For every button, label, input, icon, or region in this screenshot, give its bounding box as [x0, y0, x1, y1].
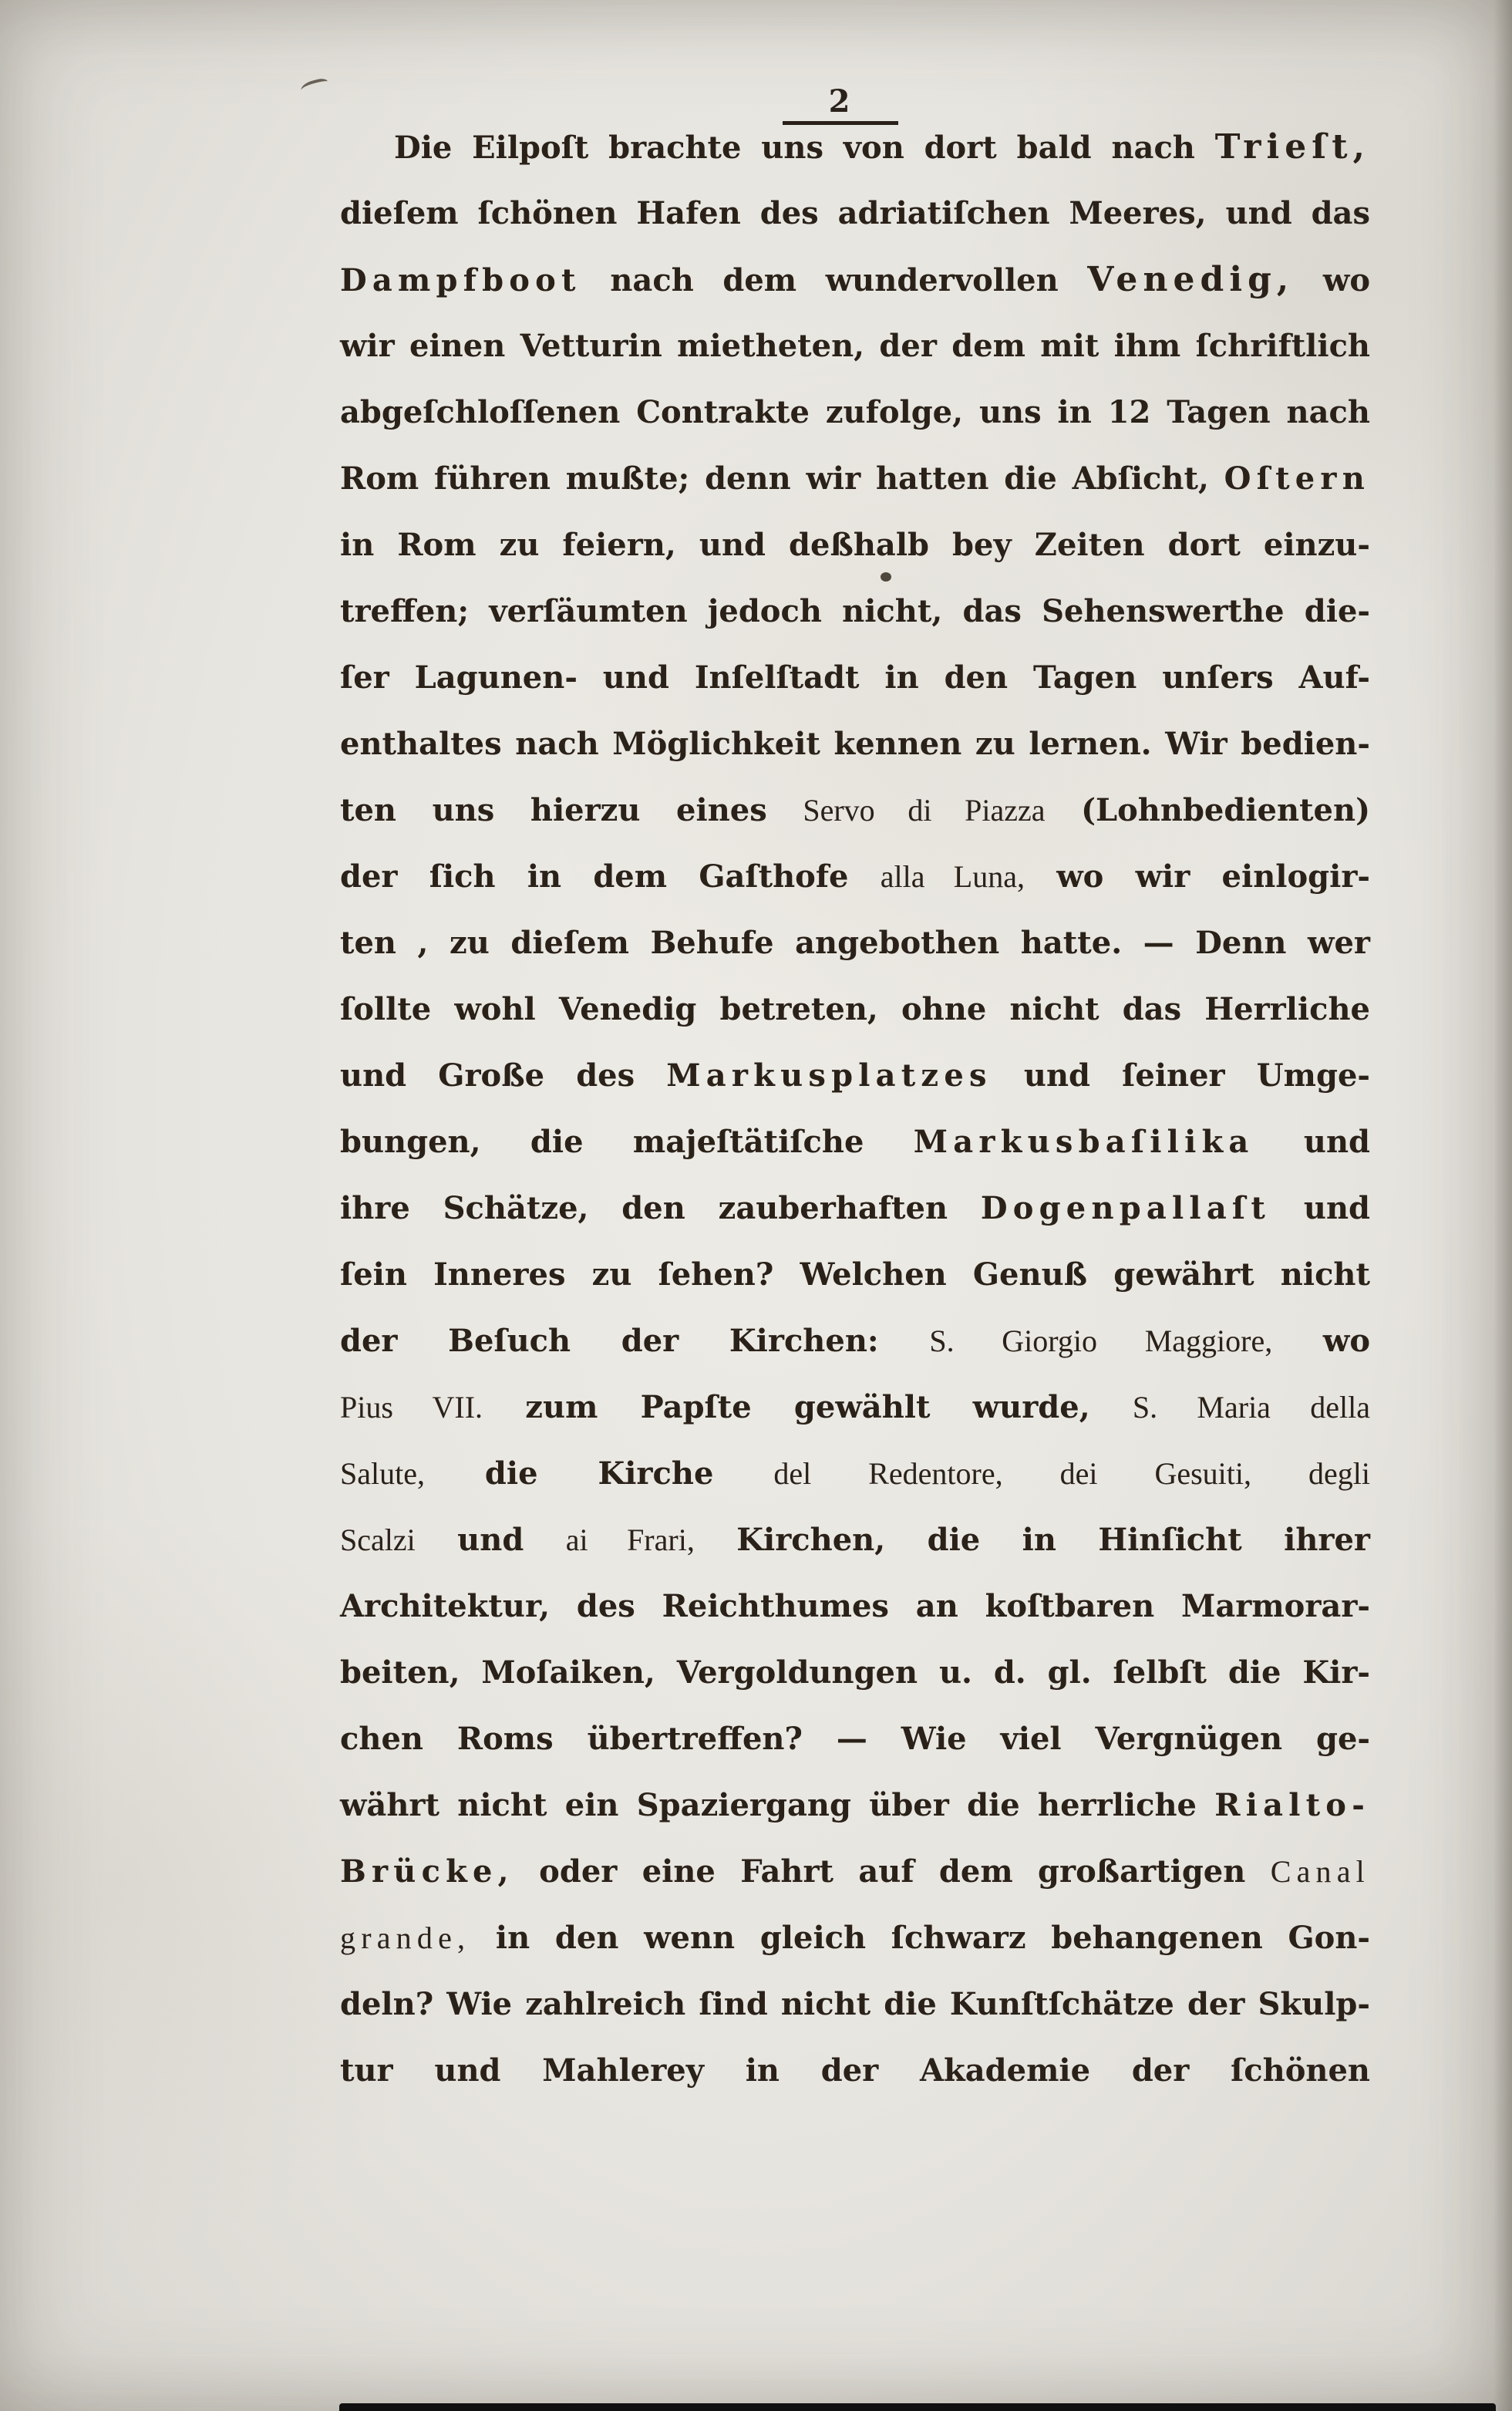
text-segment: Architektur, des Reichthumes an koſtbaren Marmorar- [340, 1588, 1370, 1624]
text-segment: Kirchen, die in Hinſicht ihrer [694, 1522, 1370, 1558]
text-line [340, 313, 1370, 379]
handwritten-squiggle-mark [300, 77, 330, 96]
text-line [340, 180, 1370, 247]
text-segment: ſein Inneres zu ſehen? Welchen Genuß gewährt nicht [340, 1256, 1370, 1293]
page-number: 2 [783, 83, 898, 125]
text-segment: Pius VII. [340, 1390, 483, 1425]
text-block [340, 114, 1370, 2104]
text-segment: Trieſt, [1214, 127, 1370, 167]
scan-edge-bar [339, 2403, 1496, 2411]
text-segment: Markusbaſilika [913, 1124, 1254, 1160]
text-segment: wo [1294, 262, 1370, 298]
text-segment: Oſtern [1224, 460, 1370, 497]
text-segment: Venedig, [1087, 260, 1295, 299]
text-segment: alla Luna, [880, 859, 1025, 894]
text-segment: dieſem ſchönen Hafen des adriatiſchen Meeres, und das [340, 195, 1370, 231]
text-line [340, 379, 1370, 446]
text-segment: Salute, [340, 1456, 425, 1491]
text-line [340, 1640, 1370, 1706]
text-line [340, 844, 1370, 910]
text-segment: ſer Lagunen- und Inſelſtadt in den Tagen unſers Auf- [340, 659, 1370, 696]
text-line [340, 1971, 1370, 2038]
text-line [340, 1772, 1370, 1839]
text-segment: treffen; verſäumten jedoch nicht, das Sehenswerthe die- [340, 593, 1370, 629]
text-segment: Rom führen mußte; denn wir hatten die Abſicht, [340, 460, 1224, 497]
text-segment: ſollte wohl Venedig betreten, ohne nicht das Herrliche [340, 991, 1370, 1027]
text-line [340, 1242, 1370, 1308]
text-segment: wo wir einlogir- [1025, 858, 1370, 895]
text-line [340, 1507, 1370, 1573]
text-line [340, 512, 1370, 578]
text-segment: Scalzi [340, 1522, 416, 1557]
text-segment: ihre Schätze, den zauberhaften [340, 1190, 981, 1226]
text-segment: ai Frari, [565, 1522, 695, 1557]
text-segment: del Redentore, dei Gesuiti, degli [773, 1456, 1371, 1491]
text-segment: S. Giorgio Maggiore, [929, 1324, 1273, 1358]
text-segment: beiten, Moſaiken, Vergoldungen u. d. gl. ſelbſt die Kir- [340, 1654, 1370, 1691]
text-segment: und [1254, 1124, 1370, 1160]
text-segment: in Rom zu feiern, und deßhalb bey Zeiten dort einzu- [340, 527, 1370, 563]
text-segment: Canal [1270, 1854, 1370, 1889]
text-segment: und [1271, 1190, 1370, 1226]
text-segment: ten , zu dieſem Behufe angebothen hatte. — Denn wer [340, 925, 1370, 961]
text-segment: und [415, 1522, 566, 1558]
text-line [340, 1109, 1370, 1175]
text-segment: die Kirche [424, 1455, 774, 1492]
text-line [340, 1839, 1370, 1905]
text-segment: tur und Mahlerey in der Akademie der ſchönen [340, 2052, 1370, 2089]
page-edge-shadow [1493, 0, 1512, 2411]
text-line [340, 1706, 1370, 1772]
text-segment: chen Roms übertreffen? — Wie viel Vergnügen ge- [340, 1721, 1370, 1757]
text-segment: Servo di Piazza [803, 793, 1046, 828]
text-segment: und ſeiner Umge- [992, 1057, 1370, 1094]
text-segment: der Beſuch der Kirchen: [340, 1323, 930, 1359]
text-segment: in den wenn gleich ſchwarz behangenen Gon- [470, 1920, 1370, 1956]
text-segment: wir einen Vetturin mietheten, der dem mit ihm ſchriftlich [340, 328, 1370, 364]
text-segment: währt nicht ein Spaziergang über die herrliche [340, 1787, 1215, 1823]
text-line [340, 711, 1370, 777]
text-segment: Die Eilpoſt brachte uns von dort bald nach [394, 130, 1215, 166]
text-segment: (Lohnbedienten) [1045, 792, 1371, 828]
text-segment: nach dem wundervollen [581, 262, 1088, 298]
text-line [340, 1573, 1370, 1640]
text-line [340, 645, 1370, 711]
text-segment: Markusplatzes [666, 1057, 992, 1094]
text-segment: oder eine Fahrt auf dem großartigen [514, 1853, 1271, 1890]
text-segment: bungen, die majeſtätiſche [340, 1124, 914, 1160]
text-segment: enthaltes nach Möglichkeit kennen zu lernen. Wir bedien- [340, 726, 1370, 762]
ink-dot-mark [881, 572, 891, 582]
text-segment: ten uns hierzu eines [340, 792, 803, 828]
text-segment: Brücke, [340, 1853, 514, 1890]
text-line [340, 446, 1370, 512]
text-line [340, 114, 1370, 180]
text-segment: deln? Wie zahlreich ſind nicht die Kunſtſchätze der Skulp- [340, 1986, 1370, 2022]
text-segment: und Große des [340, 1057, 667, 1094]
text-line [340, 1043, 1370, 1109]
text-segment: Dogenpallaſt [980, 1190, 1271, 1226]
text-line [340, 2038, 1370, 2104]
text-segment: S. Maria della [1132, 1390, 1370, 1425]
text-line [340, 247, 1370, 313]
text-segment: grande, [340, 1920, 471, 1955]
text-line [340, 976, 1370, 1043]
text-segment: abgeſchloſſenen Contrakte zufolge, uns in 12 Tagen nach [340, 394, 1370, 430]
text-segment: Dampfboot [340, 262, 581, 298]
text-line [340, 910, 1370, 976]
text-segment: der ſich in dem Gaſthofe [340, 858, 881, 895]
text-line [340, 1441, 1370, 1507]
text-line [340, 777, 1370, 844]
text-line [340, 578, 1370, 645]
text-line [340, 1308, 1370, 1374]
text-line [340, 1175, 1370, 1242]
text-segment: wo [1272, 1323, 1370, 1359]
text-line [340, 1374, 1370, 1441]
text-segment: Rialto- [1214, 1787, 1370, 1823]
text-segment: zum Papſte gewählt wurde, [483, 1389, 1133, 1425]
text-line [340, 1905, 1370, 1971]
